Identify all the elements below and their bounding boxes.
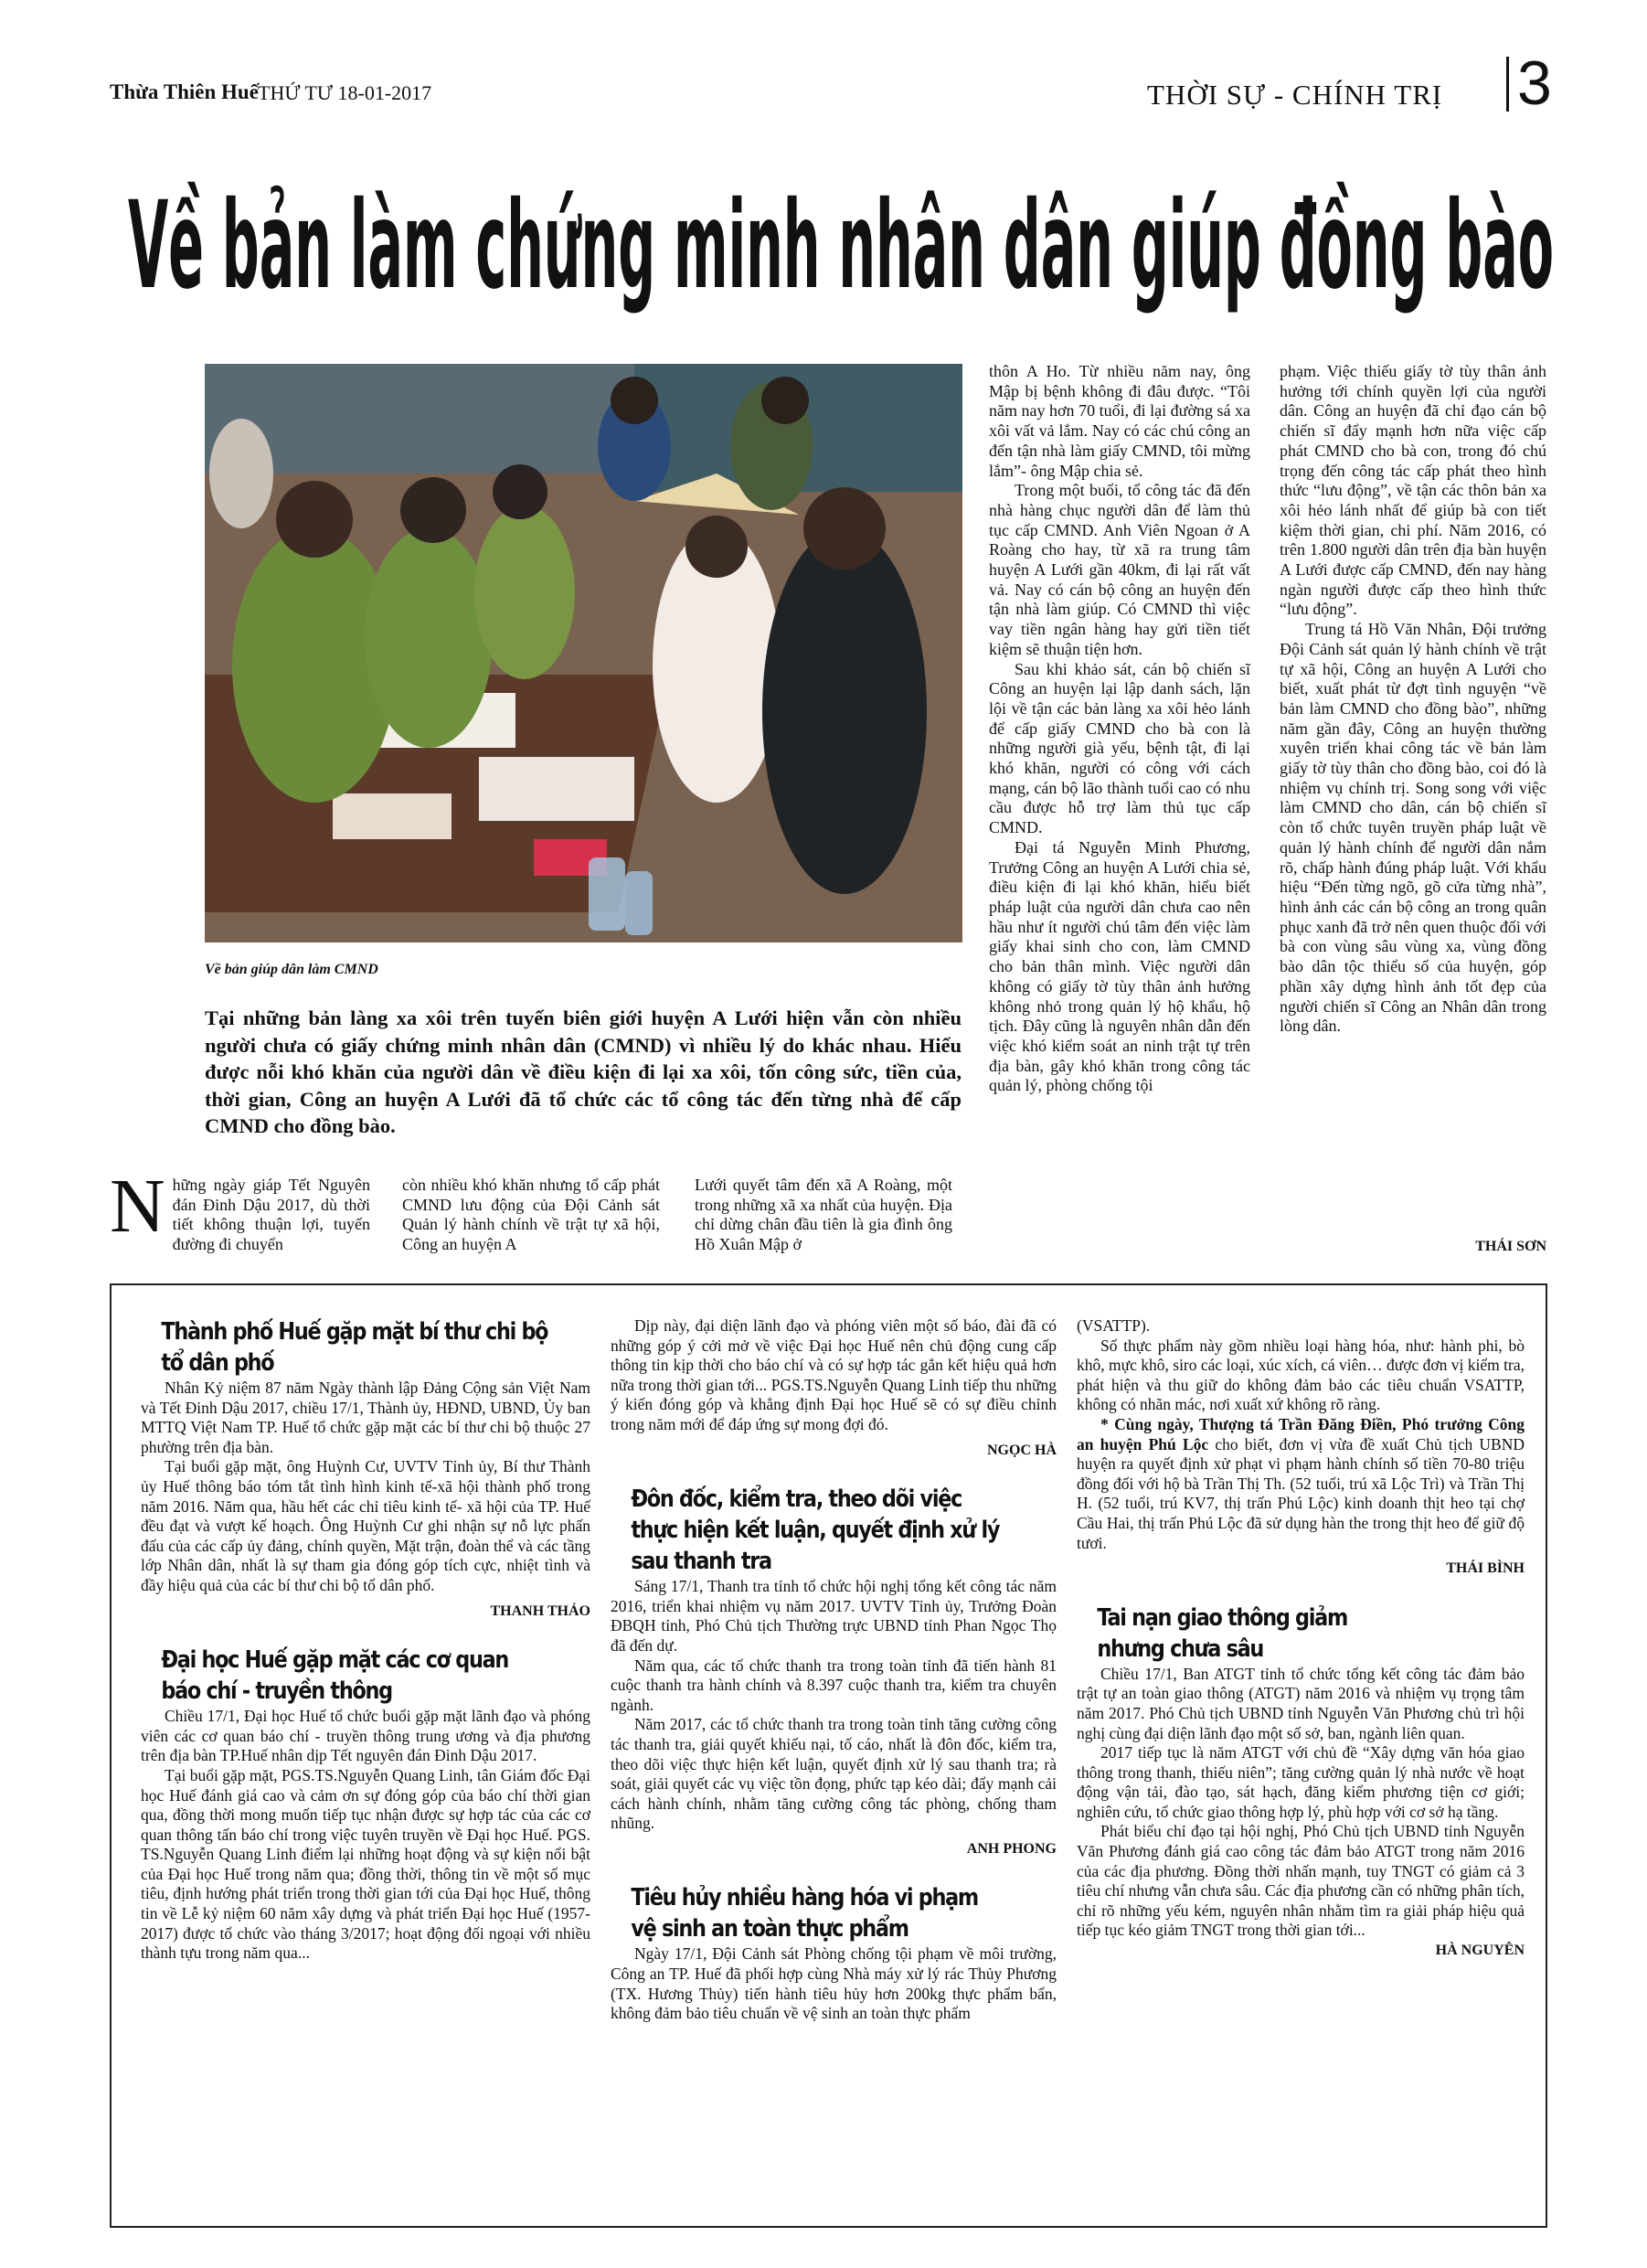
header-divider [1506,57,1509,112]
brief-byline: ANH PHONG [966,1840,1057,1857]
paragraph: Năm 2017, các tổ chức thanh tra trong toàn tỉnh tăng cường công tác thanh tra, giải quyết khiếu nại, tố cáo, nhất là đôn đốc, kiểm tra, theo dõi việc thực hiện kết luận, quyết định xử lý sau thanh tra; rà soát, giải quyết các vụ việc tồn đọng, phức tạp kéo dài; đẩy mạnh cải cách hành chính, nhằm tăng cường công tác phòng, chống tham nhũng. [611,1715,1057,1833]
brief-inspection [611,1484,1057,1858]
headline-text: Về bản làm chứng minh nhân dân giúp đồng bào [128,176,1554,314]
body-column-3 [695,1176,952,1255]
brief-column-3 [1077,1316,1525,1961]
page-number: 3 [1517,48,1552,118]
brief-traffic [1077,1603,1525,1961]
paragraph: Tại buổi gặp mặt, ông Huỳnh Cư, UVTV Tỉnh ủy, Bí thư Thành ủy Huế thông báo tóm tắt tình hình kinh tế-xã hội thành phố trong năm 2016. Năm qua, hầu hết các chỉ tiêu kinh tế- xã hội của TP. Huế đều đạt và vượt kế hoạch. Ông Huỳnh Cư ghi nhận sự nỗ lực phấn đấu của các cấp ủy đảng, chính quyền, Mặt trận, đoàn thể và các tầng lớp Nhân dân, nhất là sự tham gia đóng góp tích cực, nhiệt tình và đầy hiệu quả của các bí thư chi bộ tổ dân phố. [141,1457,590,1594]
body-text: còn nhiều khó khăn nhưng tổ cấp phát CMND lưu động của Đội Cảnh sát Quản lý hành chính về trật tự xã hội, Công an huyện A [402,1176,660,1254]
paragraph: Trong một buổi, tổ công tác đã đến nhà hàng chục người dân để làm thủ tục cấp CMND. Anh Viên Ngoan ở A Roàng cho hay, từ xã ra trung tâm huyện A Lưới gần 40km, đi lại rất vất vả. Nay có cán bộ công an huyện đến tận nhà làm giúp. Có CMND thì việc vay tiền ngân hàng hay gửi tiền tiết kiệm sẽ thuận tiện hơn. [989,481,1250,658]
paragraph: 2017 tiếp tục là năm ATGT với chủ đề “Xây dựng văn hóa giao thông trong thanh, thiếu niên”; tăng cường quản lý nhà nước về hoạt động vận tải, đào tạo, sát hạch, đăng kiểm phương tiện cơ giới; nghiên cứu, tổ chức giao thông hợp lý, phù hợp với cơ sở hạ tầng. [1077,1743,1525,1821]
brief-column-1 [141,1316,590,1964]
paragraph: phạm. Việc thiếu giấy tờ tùy thân ảnh hưởng tới chính quyền lợi của người dân. Công an huyện đã chỉ đạo cán bộ chiến sĩ đẩy mạnh hơn nữa việc cấp phát CMND cho bà con, trong đó chú trọng đến công tác cấp phát theo hình thức “lưu động”, về tận các thôn bản xa xôi hẻo lánh nhất để giúp bà con tiết kiệm thời gian, chi phí. Năm 2016, có trên 1.800 người dân trên địa bàn huyện A Lưới được cấp CMND, đến nay hàng ngàn người được cấp theo hình thức “lưu động”. [1280,362,1546,619]
paragraph: Sau khi khảo sát, cán bộ chiến sĩ Công an huyện lại lập danh sách, lặn lội về tận các bản làng xa xôi hẻo lánh để cấp giấy CMND cho bà con là những người già yếu, bệnh tật, đi lại khó khăn, người có công với cách mạng, cán bộ lão thành tuổi cao có nhu cầu được hỗ trợ làm thủ tục cấp CMND. [989,659,1250,837]
paragraph: Tại buổi gặp mặt, PGS.TS.Nguyễn Quang Linh, tân Giám đốc Đại học Huế đánh giá cao và cảm ơn sự đóng góp của báo chí thời gian qua, đồng thời mong muốn tiếp tục nhận được sự hợp tác của các cơ quan thông tấn báo chí trong việc tuyên truyền về Đại học Huế. PGS. TS.Nguyễn Quang Linh điểm lại những hoạt động và sự kiện nổi bật của Đại học Huế trong năm qua; đồng thời, thông tin về một số mục tiêu, định hướng phát triển trong thời gian tới của Đại học Huế, thông tin về Lễ kỷ niệm 60 năm xây dựng và phát triển Đại học Huế (1957-2017) được tổ chức vào tháng 3/2017; hoạt động đối ngoại với nhiều thành tựu trong năm qua... [141,1765,590,1963]
paragraph: Dịp này, đại diện lãnh đạo và phóng viên một số báo, đài đã có những góp ý cởi mở về việc Đại học Huế nên chủ động cung cấp thông tin kịp thời cho báo chí và có sự hợp tác gắn kết hiệu quả hơn nữa trong thời gian tới... PGS.TS.Nguyễn Quang Linh tiếp thu những ý kiến đóng góp và khẳng định Đại học Huế sẽ có sự điều chỉnh trong năm mới để đáp ứng sự mong đợi đó. [611,1316,1057,1433]
brief-title: vệ sinh an toàn thực phẩm [631,1915,909,1943]
issue-date: THỨ TƯ 18-01-2017 [258,81,432,104]
paragraph: Chiều 17/1, Ban ATGT tỉnh tổ chức tổng kết công tác đảm bảo trật tự an toàn giao thông (ATGT) năm 2016 và nhiệm vụ trọng tâm năm 2017. Phó Chủ tịch UBND tỉnh Nguyễn Văn Phương chủ trì hội nghị cùng đại diện lãnh đạo một số sở, ban, ngành liên quan. [1077,1664,1525,1742]
brief-title: Đại học Huế gặp mặt các cơ quan [161,1646,509,1675]
article-lead: Tại những bản làng xa xôi trên tuyến biên giới huyện A Lưới hiện vẫn còn nhiều người chưa có giấy chứng minh nhân dân (CMND) vì nhiều lý do khác nhau. Hiểu được nỗi khó khăn của người dân về điều kiện đi lại xa xôi, tốn công sức, tiền của, thời gian, Công an huyện A Lưới đã tổ chức các tổ công tác đến từng nhà để cấp CMND cho đồng bào. [205,1006,962,1137]
body-column-4 [989,362,1250,1096]
paragraph: Ngày 17/1, Đội Cảnh sát Phòng chống tội phạm về môi trường, Công an TP. Huế đã phối hợp cùng Nhà máy xử lý rác Thủy Phương (TX. Hương Thủy) tiến hành tiêu hủy hơn 200kg thực phẩm bẩn, không đảm bảo tiêu chuẩn về vệ sinh an toàn thực phẩm [611,1944,1057,2023]
brief-title: Tiêu hủy nhiều hàng hóa vi phạm [631,1884,978,1912]
paragraph: Năm qua, các tổ chức thanh tra trong toàn tỉnh đã tiến hành 81 cuộc thanh tra hành chính và 8.397 cuộc thanh tra, kiểm tra chuyên ngành. [611,1656,1057,1714]
paragraph [1077,1415,1525,1553]
brief-university-meeting [141,1645,590,1964]
brief-city-meeting [141,1316,590,1621]
drop-cap: N [110,1164,165,1249]
brief-title: Đôn đốc, kiểm tra, theo dõi việc [631,1485,962,1514]
body-column-2 [402,1176,660,1255]
paragraph: Trung tá Hồ Văn Nhân, Đội trưởng Đội Cảnh sát quản lý hành chính về trật tự xã hội, Công an huyện A Lưới cho biết, xuất phát từ đợt tình nguyện “về bản làm CMND cho đồng bào”, những năm gần đây, Công an huyện thường xuyên triển khai công tác về bản làm giấy tờ tùy thân cho đồng bào, coi đó là nhiệm vụ chính trị. Song song với việc làm CMND cho dân, cán bộ chiến sĩ còn tổ chức tuyên truyền pháp luật về quản lý hành chính để người dân nắm rõ, chấp hành đúng pháp luật. Với khẩu hiệu “Đến từng ngõ, gõ cửa từng nhà”, hình ảnh các cán bộ công an trong quân phục xanh đã trở nên quen thuộc đối với bà con vùng sâu vùng xa, vùng đồng bào dân tộc thiểu số của huyện, góp phần xây dựng hình ảnh tốt đẹp của người chiến sĩ Công an Nhân dân trong lòng dân. [1280,620,1546,1036]
body-column-1 [110,1164,370,1255]
brief-byline: THANH THẢO [490,1603,590,1619]
body-text: hững ngày giáp Tết Nguyên đán Đinh Dậu 2017, dù thời tiết không thuận lợi, tuyến đường đi chuyển [172,1176,370,1254]
brief-title: Tai nạn giao thông giảm [1097,1603,1347,1632]
brief-byline: THÁI BÌNH [1446,1560,1525,1577]
paragraph-rest: cho biết, đơn vị vừa đề xuất Chủ tịch UBND huyện ra quyết định xử phạt vi phạm hành chính số tiền 70-80 triệu đồng đối với hộ bà Trần Thị Th. (52 tuổi, trú xã Lộc Trì) và Trần Thị H. (52 tuổi, trú KV7, thị trấn Phú Lộc) kinh doanh thịt heo tại chợ Cầu Hai, thị trấn Phú Lộc đã sử dụng hàn the trong thịt heo để giữ độ tươi. [1077,1434,1525,1552]
paragraph: thôn A Ho. Từ nhiều năm nay, ông Mập bị bệnh không đi đâu được. “Tôi năm nay hơn 70 tuổi, đi lại đường sá xa xôi vất vả lắm. Nay có các chú công an đến tận nhà làm giấy CMND, tôi mừng lắm”- ông Mập chia sẻ. [989,362,1250,480]
paragraph: Số thực phẩm này gồm nhiều loại hàng hóa, như: hành phi, bò khô, mực khô, siro các loại, xúc xích, cá viên… được đơn vị kiểm tra, phát hiện và thu giữ do không đảm bảo các tiêu chuẩn VSATTP, không có nhãn mác, nơi xuất xứ không rõ ràng. [1077,1336,1525,1414]
brief-title: tổ dân phố [161,1349,274,1377]
article-byline: THÁI SƠN [1475,1239,1546,1254]
news-photo [205,364,962,942]
brief-byline: NGỌC HÀ [987,1442,1057,1458]
paragraph: Chiều 17/1, Đại học Huế tổ chức buổi gặp mặt lãnh đạo và phóng viên các cơ quan báo chí - truyền thông trung ương và địa phương trên địa bàn TP.Huế nhân dịp Tết nguyên đán Đinh Dậu 2017. [141,1707,590,1765]
brief-title: thực hiện kết luận, quyết định xử lý [631,1517,1000,1545]
paragraph: Nhân Kỷ niệm 87 năm Ngày thành lập Đảng Cộng sản Việt Nam và Tết Đinh Dậu 2017, chiều 17/1, Thành ủy, HĐND, UBND, Ủy ban MTTQ Việt Nam TP. Huế tổ chức gặp mặt các bí thư chi bộ thuộc 27 phường trên địa bàn. [141,1379,590,1456]
photo-caption: Về bản giúp dân làm CMND [205,962,378,977]
paragraph: Đại tá Nguyễn Minh Phương, Trưởng Công an huyện A Lưới chia sẻ, điều kiện đi lại khó khăn, hiểu biết pháp luật của người dân chưa cao nên hầu như ít người chú tâm đến việc làm giấy khai sinh cho con, làm CMND cho bản thân mình. Việc người dân không có giấy tờ tùy thân ảnh hưởng không nhỏ trong quản lý hộ khẩu, hộ tịch. Đây cũng là nguyên nhân dẫn đến việc khó kiểm soát an ninh trật tự trên địa bàn, gây khó khăn trong công tác quản lý, phòng chống tội [989,837,1250,1095]
headline [128,154,1554,314]
section-title: THỜI SỰ - CHÍNH TRỊ [1147,79,1443,111]
brief-column-2 [611,1316,1057,2024]
brief-title: Thành phố Huế gặp mặt bí thư chi bộ [161,1318,548,1346]
photo-illustration [205,364,962,942]
brief-byline: HÀ NGUYÊN [1435,1943,1525,1959]
paragraph: Phát biểu chỉ đạo tại hội nghị, Phó Chủ tịch UBND tỉnh Nguyễn Văn Phương đánh giá cao công tác đảm bảo ATGT trong năm 2016 của các địa phương. Đồng thời nhấn mạnh, tuy TNGT có giảm cả 3 tiêu chí nhưng vẫn chưa sâu. Các địa phương cần có những phân tích, chỉ rõ những yếu kém, nguyên nhân nhằm tìm ra giải pháp hiệu quả tiếp tục kéo giảm TNGT trong thời gian tới... [1077,1822,1525,1940]
body-column-5 [1280,362,1546,1037]
brief-food-safety [611,1882,1057,2023]
paragraph: Sáng 17/1, Thanh tra tỉnh tổ chức hội nghị tổng kết công tác năm 2016, triển khai nhiệm vụ năm 2017. UVTV Tỉnh ủy, Trưởng Đoàn ĐBQH tỉnh, Phó Chủ tịch Thường trực UBND tỉnh Phan Ngọc Thọ đã đến dự. [611,1577,1057,1655]
brief-title: báo chí - truyền thông [161,1677,392,1706]
paper-name: Thừa Thiên Huế [110,80,259,103]
brief-title: sau thanh tra [631,1548,771,1576]
bold-lead: * Cùng ngày, Thượng tá Trần Đăng Điền, Phó trưởng Công an huyện Phú Lộc [1077,1414,1525,1453]
body-text: Lưới quyết tâm đến xã A Roàng, một trong những xã xa nhất của huyện. Địa chỉ dừng chân đầu tiên là gia đình ông Hồ Xuân Mập ở [695,1176,952,1254]
brief-title: nhưng chưa sâu [1097,1634,1264,1663]
paragraph-continuation: (VSATTP). [1077,1316,1151,1335]
